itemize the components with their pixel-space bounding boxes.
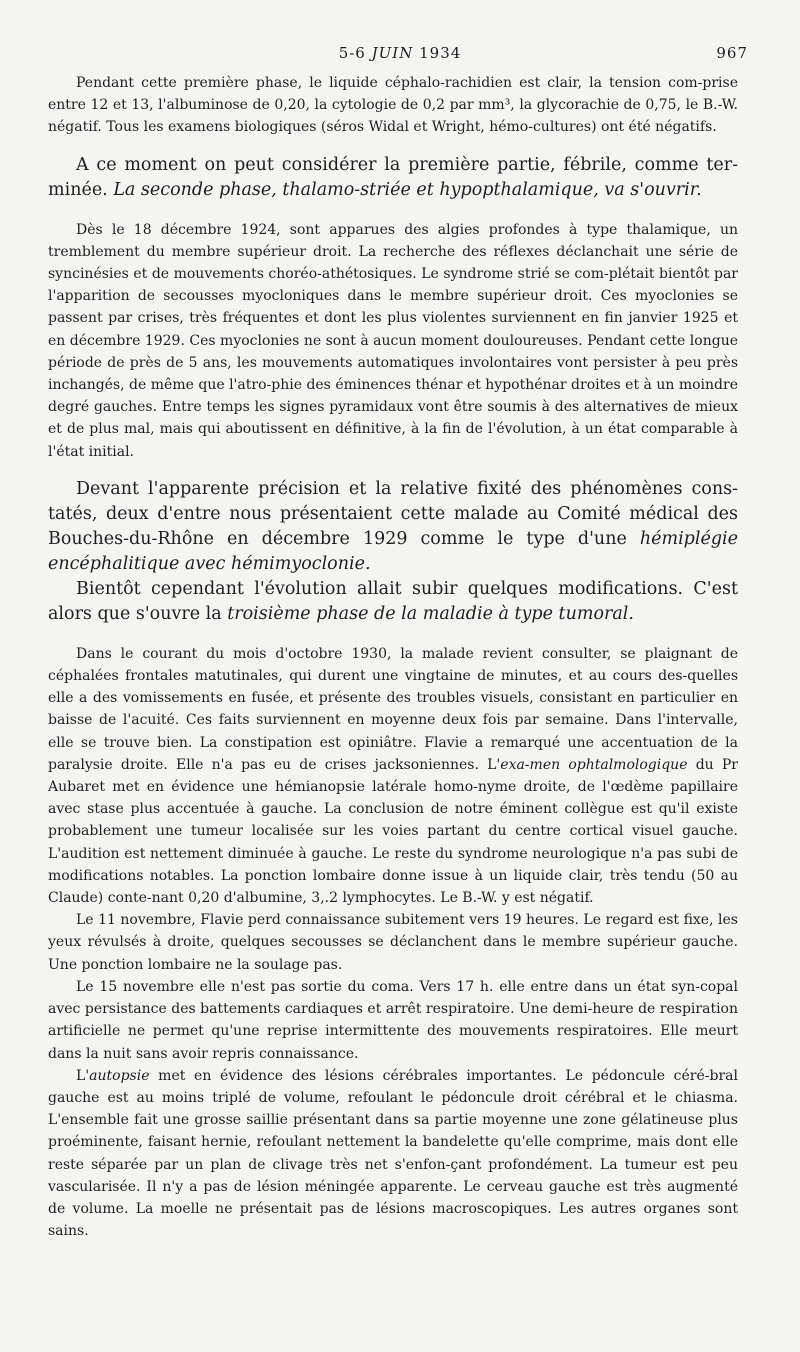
running-head [0, 44, 800, 62]
section-heading-italic: La seconde phase, thalamo-striée et hypopthalamique, va s'ouvrir. [113, 179, 702, 200]
paragraph-autopsy [48, 1065, 738, 1243]
paragraph-text: du Pr Aubaret met en évidence une hémianopsie latérale homo-nyme droite, de l'œdème papillaire avec stase plus accentuée à gauche. La conclusion de notre éminent collègue est qu'il existe probablement une tumeur localisée sur les voies partant du centre cortical visuel gauche. L'audition est nettement diminuée à gauche. Le reste du syndrome neurologique n'a pas subi de modifications notables. La ponction lombaire donne issue à un liquide clair, très tendu (50 au Claude) conte-nant 0,20 d'albumine, 3,.2 lymphocytes. Le B.-W. y est négatif. [48, 756, 738, 907]
paragraph-text: L' [76, 1067, 90, 1084]
paragraph-november-11: Le 11 novembre, Flavie perd connaissance subitement vers 19 heures. Le regard est fixe, les yeux révulsés à droite, quelques secousses se déclanchent dans le membre supérieur gauche. Une ponction lombaire ne la soulage pas. [48, 912, 738, 973]
paragraph-text: Dans le courant du mois d'octobre 1930, la malade revient consulter, se plaignant de céphalées frontales matutinales, qui durent une vingtaine de minutes, et au cours des-quelles elle a des vomissements en fusée, et présente des troubles visuels, consistant en particulier en baisse de l'acuité. Ces faits surviennent en moyenne deux fois par semaine. Dans l'intervalle, elle se trouve bien. La constipation est opiniâtre. Flavie a remarqué une accentuation de la paralysie droite. Elle n'a pas eu de crises jacksoniennes. L' [48, 645, 738, 773]
paragraph-committee-presentation [48, 477, 738, 577]
paragraph-november-15: Le 15 novembre elle n'est pas sortie du coma. Vers 17 h. elle entre dans un état syn-copal avec persistance des battements cardiaques et arrêt respiratoire. Une demi-heure de respiration artificielle ne permet qu'une reprise intermittente des mouvements respiratoires. Elle meurt dans la nuit sans avoir repris connaissance. [48, 978, 738, 1062]
paragraph-text: met en évidence des lésions cérébrales importantes. Le pédoncule céré-bral gauche est au moins triplé de volume, refoulant le pédoncule droit cérébral et le chiasma. L'ensemble fait une grosse saillie présentant dans sa partie moyenne une zone gélatineuse plus proéminente, faisant hernie, refoulant nettement la bandelette qu'elle comprime, mais dont elle reste séparée par un plan de clivage très net s'enfon-çant profondément. La tumeur est peu vascularisée. Il n'y a pas de lésion méningée apparente. Le cerveau gauche est très augmenté de volume. La moelle ne présentait pas de lésions macroscopiques. Les autres organes sont sains. [48, 1067, 738, 1240]
section-heading-italic: troisième phase de la maladie à type tumoral. [227, 603, 634, 624]
header-day: 5-6 [338, 44, 366, 62]
diagnosis-italic: hémiplégie encéphalitique avec hémimyoclonie. [48, 528, 738, 574]
paragraph-text: Devant l'apparente précision et la relative fixité des phénomènes cons-tatés, deux d'entre nous présentaient cette malade au Comité médical des Bouches-du-Rhône en décembre 1929 comme le type d'une [48, 478, 738, 549]
paragraph-first-phase: Pendant cette première phase, le liquide céphalo-rachidien est clair, la tension com-prise entre 12 et 13, l'albuminose de 0,20, la cytologie de 0,2 par mm³, la glycorachie de 0,75, le B.-W. négatif. Tous les examens biologiques (séros Widal et Wright, hémo-cultures) ont été négatifs. [48, 75, 738, 136]
paragraph-third-phase-intro [48, 577, 738, 627]
header-month: JUIN [371, 44, 414, 62]
paragraph-second-phase-intro [48, 153, 738, 203]
paragraph-text: A ce moment on peut considérer la première partie, fébrile, comme ter-minée. [48, 154, 738, 200]
paragraph-thalamic-symptoms: Dès le 18 décembre 1924, sont apparues des algies profondes à type thalamique, un tremblement du membre supérieur droit. La recherche des réflexes déclanchait une série de syncinésies et de mouvements choréo-athétosiques. Le syndrome strié se com-plétait bientôt par l'apparition de secousses myocloniques dans le membre supérieur droit. Ces myoclonies se passent par crises, très fréquentes et dont les plus violentes surviennent en fin janvier 1925 et en décembre 1929. Ces myoclonies ne sont à aucun moment douloureuses. Pendant cette longue période de près de 5 ans, les mouvements automatiques involontaires vont persister à peu près inchangés, de même que l'atro-phie des éminences thénar et hypothénar droites et à un moindre degré gauches. Entre temps les signes pyramidaux vont être soumis à des alternatives de mieux et de plus mal, mais qui aboutissent en définitive, à la fin de l'évolution, à un état comparable à l'état initial. [48, 221, 738, 460]
header-year: 1934 [419, 44, 462, 62]
page-number: 967 [716, 44, 748, 62]
article-body [48, 72, 738, 1242]
page-header [0, 44, 800, 66]
exam-italic: exa-men ophtalmologique [500, 756, 688, 773]
autopsy-italic: autopsie [89, 1067, 150, 1084]
paragraph-text: Bientôt cependant l'évolution allait subir quelques modifications. C'est alors que s'ouvre la [48, 578, 738, 624]
paragraph-october-1930 [48, 643, 738, 909]
